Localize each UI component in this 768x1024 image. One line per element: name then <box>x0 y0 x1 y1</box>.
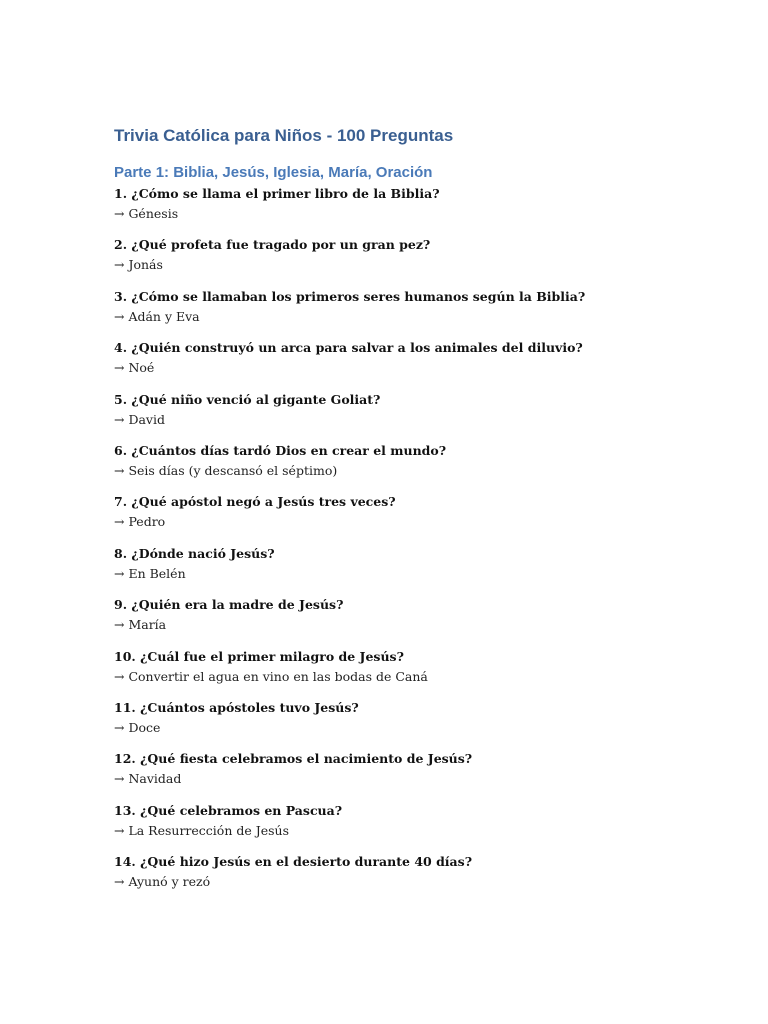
list-item <box>114 698 714 749</box>
list-item <box>114 801 714 852</box>
list-item <box>114 338 714 389</box>
list-item <box>114 390 714 441</box>
list-item <box>114 492 714 543</box>
question-text: 2. ¿Qué profeta fue tragado por un gran pez? <box>114 237 431 253</box>
question-text: 8. ¿Dónde nació Jesús? <box>114 545 275 561</box>
answer-text: → Convertir el agua en vino en las bodas de Caná <box>114 668 428 684</box>
question-text: 10. ¿Cuál fue el primer milagro de Jesús? <box>114 648 404 664</box>
answer-text: → Pedro <box>114 514 166 530</box>
answer-text: → La Resurrección de Jesús <box>114 822 290 838</box>
question-text: 14. ¿Qué hizo Jesús en el desierto durante 40 días? <box>114 854 473 870</box>
list-item <box>114 544 714 595</box>
answer-text: → David <box>114 411 165 427</box>
question-text: 12. ¿Qué fiesta celebramos el nacimiento de Jesús? <box>114 751 473 767</box>
list-item <box>114 441 714 492</box>
document-title: Trivia Católica para Niños - 100 Preguntas <box>114 126 454 145</box>
answer-text: → Noé <box>114 360 155 376</box>
list-item <box>114 235 714 286</box>
list-item <box>114 595 714 646</box>
answer-text: → Jonás <box>114 257 163 273</box>
list-item <box>114 647 714 698</box>
answer-text: → Seis días (y descansó el séptimo) <box>114 462 338 478</box>
answer-text: → Doce <box>114 719 161 735</box>
question-list <box>114 184 714 903</box>
answer-text: → María <box>114 617 167 633</box>
question-text: 1. ¿Cómo se llama el primer libro de la Biblia? <box>114 186 440 201</box>
question-text: 11. ¿Cuántos apóstoles tuvo Jesús? <box>114 699 359 715</box>
question-text: 7. ¿Qué apóstol negó a Jesús tres veces? <box>114 494 396 510</box>
answer-text: → Ayunó y rezó <box>114 874 211 890</box>
document-page <box>114 124 714 903</box>
list-item <box>114 852 714 903</box>
question-text: 6. ¿Cuántos días tardó Dios en crear el mundo? <box>114 442 447 458</box>
question-text: 9. ¿Quién era la madre de Jesús? <box>114 597 344 613</box>
question-text: 4. ¿Quién construyó un arca para salvar a los animales del diluvio? <box>114 340 583 356</box>
list-item <box>114 287 714 338</box>
section-heading: Parte 1: Biblia, Jesús, Iglesia, María, Oración <box>114 164 433 181</box>
list-item <box>114 184 714 235</box>
list-item <box>114 749 714 800</box>
question-text: 5. ¿Qué niño venció al gigante Goliat? <box>114 391 381 407</box>
question-text: 13. ¿Qué celebramos en Pascua? <box>114 802 343 818</box>
answer-text: → Navidad <box>114 771 182 787</box>
answer-text: → Génesis <box>114 206 179 221</box>
question-text: 3. ¿Cómo se llamaban los primeros seres humanos según la Biblia? <box>114 288 586 304</box>
answer-text: → En Belén <box>114 565 186 581</box>
answer-text: → Adán y Eva <box>114 308 200 324</box>
